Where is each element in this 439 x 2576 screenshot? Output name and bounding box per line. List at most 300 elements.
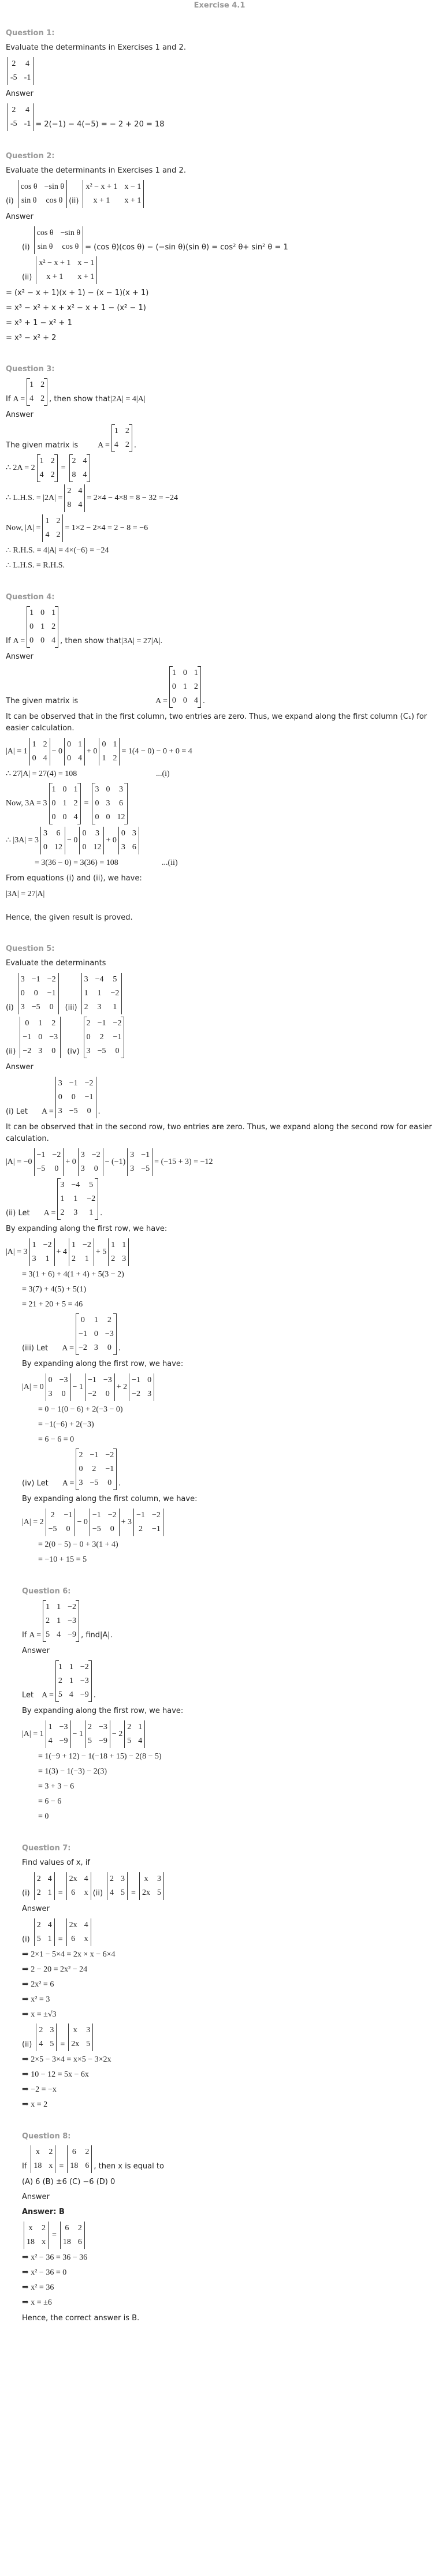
matrix-name: A = [155,697,168,705]
steps [22,2054,433,2111]
matrix-cell: 0 [95,813,99,822]
matrix-cell: 2 [50,457,55,465]
matrix-cell: 0 [107,1479,112,1487]
matrix-cell: 2x [142,1888,150,1897]
matrix-cell: 2 [73,799,78,808]
step-text: |A| = 1 [6,747,28,756]
matrix-cell: 3 [86,1047,91,1055]
matrix-cell: 1 [69,1663,73,1671]
matrix-cell: 1 [122,1241,127,1249]
steps [22,1750,433,1823]
answer-label: Answer [6,89,34,98]
matrix-cell: 1 [111,1241,116,1249]
answer-label: Answer [6,1063,34,1072]
matrix-cell: sin θ [37,242,53,251]
conclusion: ∴ L.H.S. = R.H.S. [6,561,65,570]
step-line: = 3(7) + 4(5) + 5(1) [22,1285,87,1294]
part-label: (ii) [22,273,32,282]
matrix-cell: 1 [113,740,117,749]
determinant [55,1077,96,1118]
matrix-cell: 0 [58,1093,62,1102]
matrix-cell: 1 [57,1616,61,1625]
result-text: = 2(−1) − 4(−5) = − 2 + 20 = 18 [35,120,165,129]
then-show-text: , then show that [49,395,111,404]
equation-tag: ...(i) [156,770,170,778]
equals: = [131,1889,136,1898]
step-line: ⇒ 2×1 − 5×4 = 2x × x − 6×4 [22,1950,116,1959]
matrix-cell: 3 [122,1255,127,1263]
matrix-cell: 0 [79,1465,83,1473]
matrix-cell: 1 [29,380,34,389]
find-text: , find [81,1631,101,1640]
matrix-cell: 4 [25,106,29,114]
matrix-cell: −2 [91,1151,101,1159]
step-line: ⇒ x² − 36 = 0 [22,2268,67,2277]
step-line: ⇒ 2 − 20 = 2x² − 24 [22,1965,88,1974]
matrix-cell: −5 [90,1479,99,1487]
find-target: |A| [100,1631,110,1640]
matrix-cell: 0 [38,1033,43,1041]
result-text: |3A| = 27|A| [6,890,45,898]
matrix-cell: 1 [58,1663,62,1671]
question-heading: Question 4: [6,593,55,602]
step-line: = 0 [38,1812,49,1821]
step-text: ∴ R.H.S. = 4|A| = 4×(−6) = −24 [6,546,109,555]
let-label: Let [22,1691,34,1700]
matrix-cell: 3 [58,1079,62,1088]
matrix-cell: 1 [183,682,187,691]
matrix-cell: −1 [69,1079,78,1088]
matrix-cell: 1 [89,1208,94,1217]
matrix-cell: 6 [56,829,61,838]
equals: = [58,1889,63,1898]
matrix-cell: 12 [54,843,63,852]
determinant [34,1918,55,1946]
matrix-cell: 2 [56,531,61,539]
step-text: Now, |A| = [6,524,41,532]
matrix-cell: −1 [84,1093,94,1102]
matrix-cell: 1 [40,622,45,631]
matrix-cell: 0 [80,1316,85,1324]
matrix-cell: 1 [113,1003,117,1011]
steps [6,1268,433,1311]
step-line: ⇒ −2 = −x [22,2085,57,2094]
matrix-cell: 1 [73,785,78,794]
matrix-cell: −3 [68,1616,77,1625]
matrix-cell: −1 [23,1033,32,1041]
question-7 [6,1844,433,2111]
matrix-cell: 8 [72,471,76,479]
matrix-cell: −1 [31,975,40,984]
if-label: If [22,1631,27,1640]
equals: = [84,799,89,808]
matrix-cell: 2 [36,1875,41,1883]
matrix-cell: 0 [48,1376,53,1384]
minor-determinant [124,1720,145,1748]
matrix-cell: −9 [80,1690,89,1699]
determinant [67,2145,92,2173]
explanation: By expanding along the first row, we have: [6,1224,168,1233]
equation-tag: ...(ii) [162,858,178,867]
matrix-cell: 1 [39,457,44,465]
matrix-cell: 3 [73,1208,78,1217]
matrix-cell: −9 [59,1737,68,1745]
equals: = [61,464,66,472]
matrix-cell: 4 [114,440,118,449]
matrix-cell: 0 [82,843,87,852]
matrix-cell: x [73,2026,77,2034]
matrix-cell: 1 [194,669,198,677]
matrix-cell: 4 [48,1737,53,1745]
answer-label: Answer [22,1905,50,1913]
matrix-cell: −5 [69,1107,78,1115]
if-label: If [22,2162,27,2171]
dot: . [93,1691,96,1700]
matrix-cell: 1 [102,754,106,763]
question-heading: Question 6: [22,1587,71,1596]
matrix-cell: 2 [36,1888,41,1897]
determinant [20,1017,61,1058]
matrix-cell: 2 [87,1723,92,1731]
matrix-cell: 12 [93,843,102,852]
determinant [31,2145,55,2173]
matrix [76,1448,117,1490]
matrix-cell: x + 1 [93,196,110,205]
matrix-cell: 1 [46,1603,50,1611]
matrix-cell: 2 [113,754,117,763]
matrix-cell: 2 [77,2224,82,2232]
step-line: ⇒ 10 − 12 = 5x − 6x [22,2070,89,2079]
matrix-cell: 18 [34,2161,42,2170]
matrix-cell: 4 [47,1875,52,1883]
matrix-cell: −5 [92,1525,101,1533]
step-line: = −1(−6) + 2(−3) [38,1420,94,1429]
matrix-cell: −4 [71,1181,80,1189]
matrix-cell: 2 [107,1316,111,1324]
step-line: ⇒ x = ±6 [22,2298,52,2307]
matrix-name: A = [13,395,25,404]
operator: − 0 [51,747,63,756]
matrix-cell: 0 [34,989,38,998]
matrix-cell: 3 [84,975,88,984]
matrix-cell: −2 [151,1511,161,1520]
minor-determinant [90,1509,120,1536]
matrix-cell: 12 [117,813,125,822]
matrix-cell: 4 [78,501,83,509]
matrix-cell: 4 [84,1875,88,1883]
matrix-cell: 0 [49,1003,54,1011]
if-label: If [6,637,11,645]
matrix-cell: 1 [172,669,176,677]
determinant [83,180,144,208]
step-text: ∴ L.H.S. = |2A| = [6,494,63,502]
matrix-cell: 6 [85,2161,90,2170]
matrix-cell: 2 [127,1723,132,1731]
matrix-cell: 2 [125,440,129,449]
matrix-cell: 0 [94,1330,98,1338]
step-text: |A| = 2 [22,1518,44,1526]
minor-determinant [108,1238,129,1266]
matrix-cell: 4 [51,636,56,645]
matrix-cell: 3 [38,1047,43,1055]
minor-determinant [29,738,50,766]
step-line: ⇒ 2x² = 6 [22,1980,54,1989]
matrix-cell: −1 [92,1511,101,1520]
matrix-cell: x − 1 [124,182,142,191]
matrix-cell: 1 [29,608,34,617]
matrix-cell: -5 [10,73,17,82]
matrix-cell: −3 [49,1033,58,1041]
explanation: By expanding along the first row, we have: [22,1707,184,1715]
matrix-cell: −1 [113,1033,122,1041]
matrix-cell: −1 [64,1511,73,1520]
steps [6,288,433,344]
answer-options: (A) 6 (B) ±6 (C) −6 (D) 0 [22,2178,116,2186]
question-heading: Question 3: [6,365,55,374]
then-show-text: , then show that [60,637,122,645]
matrix [169,666,201,708]
step-text: = 3(36 − 0) = 3(36) = 108 [35,858,118,867]
matrix-cell: 3 [94,1343,98,1352]
determinant [36,256,97,284]
matrix-cell: −2 [87,1390,96,1398]
matrix-cell: 0 [32,754,36,763]
step-line: ⇒ 2×5 − 3×4 = x×5 − 3×2x [22,2055,111,2064]
matrix-cell: 0 [54,1164,59,1173]
matrix-cell: 1 [97,989,102,998]
matrix-cell: −5 [48,1525,57,1533]
matrix-cell: 8 [67,501,72,509]
matrix-cell: 2 [56,517,61,525]
matrix [111,424,132,452]
matrix-cell: 2 [42,2224,46,2232]
conclusion: Hence, the given result is proved. [6,913,133,922]
matrix-cell: 4 [29,394,34,403]
matrix-cell: 2 [125,427,129,435]
matrix-cell: −1 [47,989,56,998]
matrix-cell: 1 [69,1677,73,1685]
matrix-cell: 3 [157,1875,161,1883]
step-text: |A| = 0 [22,1383,44,1391]
let-label: (ii) Let [6,1209,30,1218]
matrix-cell: x + 1 [46,272,64,281]
matrix-cell: 4 [39,471,44,479]
matrix-cell: 0 [67,754,72,763]
matrix-cell: 0 [183,696,187,705]
matrix-cell: 5 [36,1935,41,1943]
matrix-cell: 18 [27,2238,35,2246]
matrix-cell: −3 [105,1330,114,1338]
matrix-cell: −2 [80,1663,89,1671]
matrix-cell: 4 [45,531,50,539]
matrix-cell: −2 [43,1241,52,1249]
matrix-cell: -5 [10,120,17,128]
step-line: = 3(1 + 6) + 4(1 + 4) + 5(3 − 2) [22,1270,124,1279]
step-line: = 6 − 6 [38,1797,62,1806]
question-4 [6,593,433,924]
matrix [84,1017,125,1058]
step-line: = x³ − x² + x + x² − x + 1 − (x² − 1) [6,304,146,312]
matrix-cell: 0 [29,636,34,645]
matrix-name: A = [13,637,25,645]
dot: . [100,1209,103,1218]
equals: = [60,2040,65,2049]
matrix-cell: 3 [60,1181,65,1189]
matrix-cell: 2 [72,457,76,465]
part-label: (iv) [67,1047,80,1056]
matrix-cell: 2x [71,2040,80,2048]
matrix-name: A = [29,1631,42,1640]
matrix-cell: −2 [78,1343,87,1352]
matrix-cell: 0 [147,1376,152,1384]
matrix-cell: −9 [68,1630,77,1639]
matrix-cell: x [144,1875,148,1883]
matrix-cell: 2x [69,1921,77,1929]
matrix-cell: 0 [105,1390,110,1398]
result-text: = (cos θ)(cos θ) − (−sin θ)(sin θ) = cos² θ+ sin² θ = 1 [85,243,288,252]
equals: = [59,2162,64,2171]
matrix-cell: 1 [51,608,56,617]
matrix-cell: x + 1 [124,196,142,205]
step-line: ⇒ x = ±√3 [22,2010,57,2019]
matrix-cell: 0 [82,829,87,838]
answer-label: Answer [22,1647,50,1655]
matrix-cell: x [28,2224,33,2232]
matrix-cell: 0 [40,608,45,617]
matrix-cell: 5 [121,1888,125,1897]
matrix-cell: 1 [62,799,67,808]
matrix-cell: 0 [107,1343,111,1352]
matrix-cell: 1 [47,1888,52,1897]
matrix-cell: −1 [136,1511,145,1520]
minor-determinant [29,1238,55,1266]
determinant [139,1872,164,1900]
matrix-cell: −2 [23,1047,32,1055]
matrix [37,454,58,482]
matrix-cell: x [84,1935,88,1943]
matrix-cell: −2 [105,1451,114,1459]
matrix-cell: −3 [103,1376,112,1384]
matrix-cell: 1 [94,1316,98,1324]
step-text: Now, 3A = 3 [6,799,47,808]
operator: + 2 [116,1383,128,1391]
matrix-cell: 4 [69,1690,73,1699]
determinant [24,2222,49,2249]
matrix-cell: 2 [84,1003,88,1011]
operator: + 0 [87,747,98,756]
part-label: (ii) [22,2040,32,2049]
matrix-cell: −sin θ [60,229,81,237]
step-text: = 1(4 − 0) − 0 + 0 = 4 [121,747,192,756]
matrix-cell: −2 [132,1390,141,1398]
step-line: = 3 + 3 − 6 [38,1782,75,1791]
matrix-cell: 3 [147,1390,152,1398]
matrix-cell: −1 [151,1525,161,1533]
matrix-cell: 0 [61,1390,66,1398]
step-text: ∴ |3A| = 3 [6,836,39,845]
matrix-cell: 6 [132,843,136,852]
question-heading: Question 7: [22,1844,71,1853]
determinant [66,1918,91,1946]
matrix [49,783,81,824]
matrix-cell: 0 [106,785,110,794]
operator: + 3 [121,1518,132,1526]
matrix-cell: cos θ [46,196,63,205]
question-prompt: Evaluate the determinants in Exercises 1 and 2. [6,43,186,52]
matrix-cell: 3 [48,1390,53,1398]
question-8 [6,2132,433,2324]
matrix-cell: -1 [24,120,31,128]
determinant [8,103,34,131]
matrix-cell: 1 [84,1255,89,1263]
step-line: = −10 + 15 = 5 [38,1555,87,1564]
matrix-cell: 2 [43,740,47,749]
steps [22,1539,433,1566]
answer-label: Answer [22,2193,50,2201]
matrix-cell: 5 [86,2040,91,2048]
matrix [92,783,128,824]
matrix-cell: 1 [71,1241,76,1249]
operator: + 0 [65,1158,76,1166]
steps [22,2252,433,2309]
matrix-cell: 4 [83,471,87,479]
matrix-cell: 6 [72,2148,76,2156]
matrix-cell: −2 [52,1151,61,1159]
conclusion: Hence, the correct answer is B. [22,2314,140,2323]
matrix-cell: 2 [49,2148,53,2156]
matrix-cell: 0 [110,1525,114,1533]
matrix-cell: 3 [79,1479,83,1487]
matrix-cell: −5 [97,1047,106,1055]
determinant [42,514,63,542]
matrix-cell: 4 [78,487,83,495]
matrix-cell: 2 [12,106,16,114]
step-line: ⇒ x² = 36 [22,2283,54,2292]
matrix-cell: 6 [77,2238,82,2246]
step-line: = 1(−9 + 12) − 1(−18 + 15) − 2(8 − 5) [38,1752,162,1761]
matrix-cell: 2 [40,380,45,389]
matrix-cell: x [35,2148,40,2156]
matrix-cell: 0 [51,1047,56,1055]
matrix-cell: 3 [32,1255,36,1263]
matrix-cell: 0 [29,622,34,631]
step-line: ⇒ x² − 36 = 36 − 36 [22,2253,88,2262]
step-text: From equations (i) and (ii), we have: [6,874,142,883]
matrix-cell: 4 [57,1630,61,1639]
part-label: (i) [22,1935,30,1944]
matrix-cell: 1 [60,1194,65,1203]
operator: − 2 [111,1730,123,1738]
if-label: If [6,395,11,404]
matrix-cell: −3 [59,1723,68,1731]
matrix-cell: 3 [97,1003,102,1011]
matrix-cell: 1 [138,1723,143,1731]
answer-label: Answer [6,212,34,221]
matrix-cell: 18 [70,2161,79,2170]
part-label: (iii) [65,1003,77,1012]
matrix-cell: 0 [86,1033,91,1041]
question-prompt: Evaluate the determinants in Exercises 1 and 2. [6,166,186,175]
minor-determinant [78,1148,103,1176]
determinant [68,2024,93,2051]
matrix-cell: −2 [113,1019,122,1028]
matrix-cell: 1 [73,1194,78,1203]
step-line: = 1(3) − 1(−3) − 2(3) [38,1767,107,1776]
matrix-cell: 0 [62,813,67,822]
matrix-cell: 6 [118,799,123,808]
minor-determinant [129,1373,154,1401]
step-text: ∴ 2A = 2 [6,464,35,472]
